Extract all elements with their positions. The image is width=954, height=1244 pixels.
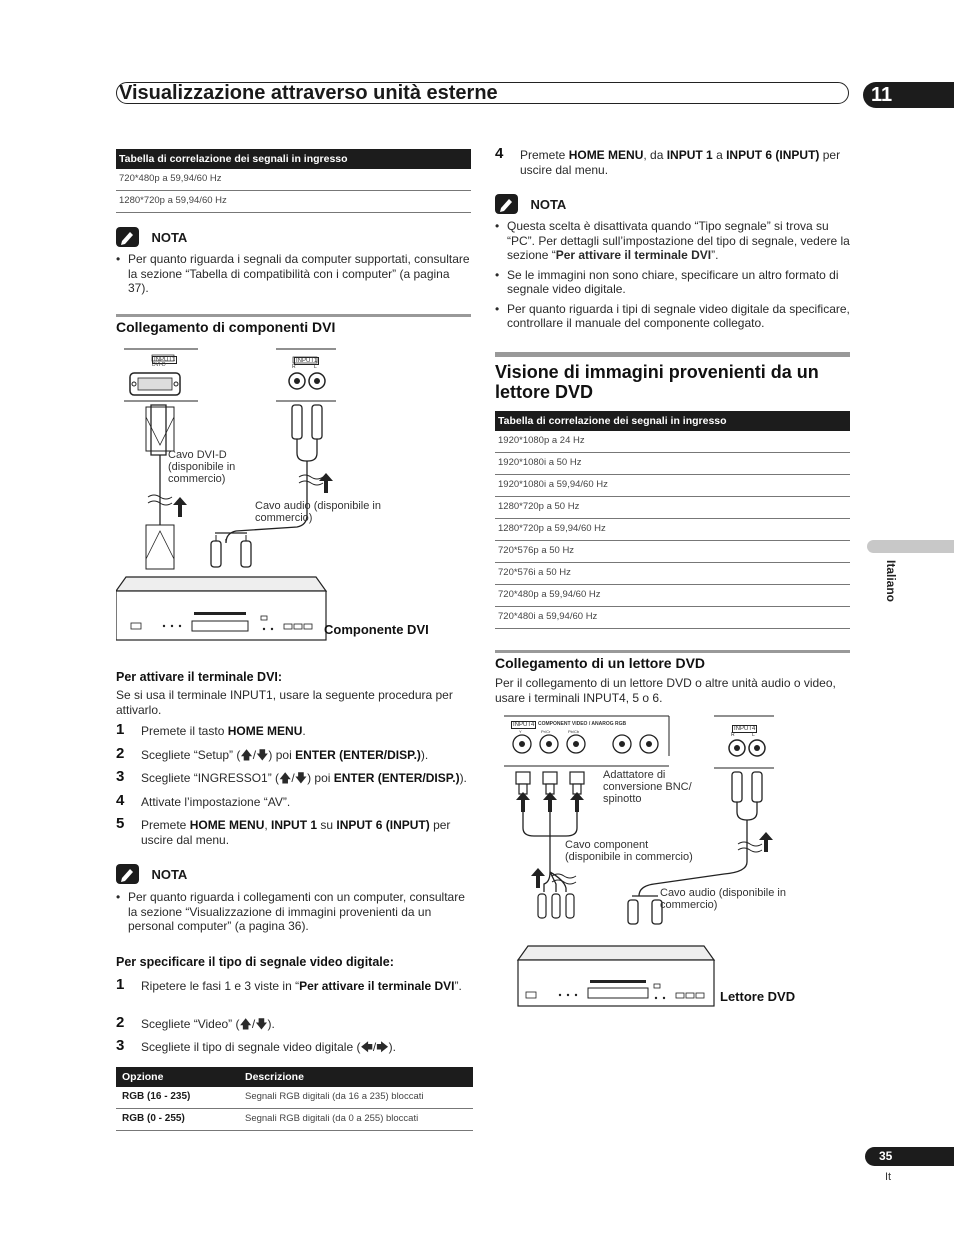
activate-intro: Se si usa il terminale INPUT1, usare la seguente procedura per attivarlo.: [116, 688, 453, 717]
digital-heading: Per specificare il tipo di segnale video digitale:: [116, 955, 394, 969]
table-row: 720*480i a 59,94/60 Hz: [495, 607, 850, 629]
signal-table-1: [116, 149, 471, 213]
jack-label-component: INPUT4: [513, 722, 535, 728]
jack-label-component-title: COMPONENT VIDEO / ANAROG RGB: [538, 721, 627, 727]
step-item: 4 Premete HOME MENU, da INPUT 1 a INPUT 6 (INPUT) per uscire dal menu.: [495, 145, 841, 177]
jack-label-pr: Pr/Cr: [541, 729, 551, 734]
dvd-heading: Visione di immagini provenienti da un lettore DVD: [495, 362, 819, 402]
signal-table-2: [495, 411, 850, 629]
table-row: 1920*1080i a 50 Hz: [495, 453, 850, 475]
table-header: Opzione Descrizione: [116, 1067, 473, 1087]
cable-audio-label: Cavo audio (disponibile in commercio): [255, 500, 381, 524]
nota-heading: NOTA: [151, 229, 188, 245]
nota-2: [116, 864, 187, 884]
jack-label-audio-l: L: [314, 364, 317, 370]
table-header: Tabella di correlazione dei segnali in ingresso: [116, 149, 471, 169]
jack-label-y: Y: [519, 729, 522, 734]
pencil-icon: [116, 227, 139, 247]
jack-label-dvi-sub: DVI-D: [152, 362, 166, 368]
activate-heading: Per attivare il terminale DVI:: [116, 670, 283, 684]
pencil-icon: [116, 864, 139, 884]
cable-component-label: Cavo component (disponibile in commercio): [565, 839, 693, 863]
table-row: RGB (0 - 255) Segnali RGB digitali (da 0 a 255) bloccati: [116, 1109, 473, 1131]
nota-3: [495, 194, 566, 214]
list-item: • Se le immagini non sono chiare, specificare un altro formato di segnale video digitale.: [495, 268, 850, 297]
step-item: 3 Scegliete “INGRESSO1” (🡅/🡇) poi ENTER (ENTER/DISP.)).: [116, 768, 467, 785]
arrow-up-icon: 🡅: [279, 771, 292, 785]
dvi-connection-diagram: [116, 345, 471, 650]
cable-dvi-label: Cavo DVI-D (disponibile in commercio): [168, 449, 236, 485]
jack-label-dvi: INPUT1: [154, 357, 176, 363]
jack-label-audio-r: R: [292, 364, 296, 370]
list-item: • Per quanto riguarda i collegamenti con un computer, consultare la sezione “Visualizzazione di immagini provenienti da un personal computer” (a pagina 36).: [116, 890, 471, 934]
table-row: 720*576i a 50 Hz: [495, 563, 850, 585]
table-row: 720*480p a 59,94/60 Hz: [495, 585, 850, 607]
table-header: Tabella di correlazione dei segnali in ingresso: [495, 411, 850, 431]
arrow-down-icon: 🡇: [255, 1017, 268, 1031]
table-row: 720*576p a 50 Hz: [495, 541, 850, 563]
jack-label-audio-dvd: INPUT4: [734, 726, 756, 732]
dvi-device-label: Componente DVI: [324, 622, 429, 637]
jack-label-audio: INPUT1: [296, 358, 318, 364]
table-row: 1920*1080p a 24 Hz: [495, 431, 850, 453]
step-item: 3 Scegliete il tipo di segnale video digitale (🡄/🡆).: [116, 1037, 396, 1054]
step-item: 2 Scegliete “Setup” (🡅/🡇) poi ENTER (ENTER/DISP.)).: [116, 745, 429, 762]
jack-label-audio-dvd-l: L: [752, 732, 755, 738]
page-language: It: [885, 1171, 892, 1183]
table-row: RGB (16 - 235) Segnali RGB digitali (da 16 a 235) bloccati: [116, 1087, 473, 1109]
nota-1-bullets: [116, 252, 471, 301]
pencil-icon: [495, 194, 518, 214]
nota-heading: NOTA: [151, 866, 188, 882]
nota-1: [116, 227, 187, 247]
section-heading-dvd: Collegamento di un lettore DVD: [495, 655, 706, 671]
arrow-down-icon: 🡇: [294, 771, 308, 785]
arrow-right-icon: 🡆: [376, 1040, 389, 1054]
adapter-label: Adattatore di conversione BNC/ spinotto: [603, 769, 692, 805]
side-language-label: Italiano: [884, 560, 898, 603]
step-item: 5 Premete HOME MENU, INPUT 1 su INPUT 6 (INPUT) per uscire dal menu.: [116, 815, 451, 847]
page-title: Visualizzazione attraverso unità esterne: [116, 82, 849, 104]
table-row: 1920*1080i a 59,94/60 Hz: [495, 475, 850, 497]
arrow-down-icon: 🡇: [256, 748, 269, 762]
list-item: • Per quanto riguarda i segnali da computer supportati, consultare la sezione “Tabella di compatibilità con i computer” (a pagina 37).: [116, 252, 471, 296]
section-divider: [116, 314, 471, 317]
step-item: 4 Attivate l’impostazione “AV”.: [116, 792, 291, 809]
section-divider: [495, 650, 850, 653]
jack-label-audio-dvd-r: R: [731, 732, 735, 738]
list-item: • Per quanto riguarda i tipi di segnale video digitale da specificare, controllare il manuale del componente collegato.: [495, 302, 850, 331]
table-row: 1280*720p a 59,94/60 Hz: [495, 519, 850, 541]
nota-2-bullets: [116, 890, 471, 939]
section-heading-dvi: Collegamento di componenti DVI: [116, 319, 336, 335]
arrow-up-icon: 🡅: [240, 748, 253, 762]
nota-heading: NOTA: [530, 196, 567, 212]
dvd-device-label: Lettore DVD: [720, 989, 796, 1004]
section-divider: [495, 352, 850, 357]
page-number: 35: [865, 1147, 954, 1166]
chapter-number: 11: [863, 82, 954, 108]
table-row: 1280*720p a 50 Hz: [495, 497, 850, 519]
table-row: 1280*720p a 59,94/60 Hz: [116, 191, 471, 213]
side-tab-marker: [867, 540, 954, 553]
step-item: 1 Ripetere le fasi 1 e 3 viste in “Per attivare il terminale DVI”.: [116, 976, 462, 993]
list-item: • Questa scelta è disattivata quando “Tipo segnale” si trova su “PC”. Per dettagli sull’impostazione del tipo di segnale, vedere la sezione “Per attivare il terminale DVI”.: [495, 219, 850, 263]
arrow-up-icon: 🡅: [239, 1017, 252, 1031]
nota-3-bullets: [495, 219, 850, 336]
dvd-intro: Per il collegamento di un lettore DVD o altre unità audio o video, usare i terminali INPUT4, 5 o 6.: [495, 676, 836, 705]
arrow-left-icon: 🡄: [360, 1040, 373, 1054]
step-item: 1 Premete il tasto HOME MENU.: [116, 721, 306, 738]
cable-audio-dvd-label: Cavo audio (disponibile in commercio): [660, 887, 786, 911]
step-item: 2 Scegliete “Video” (🡅/🡇).: [116, 1014, 275, 1031]
table-row: 720*480p a 59,94/60 Hz: [116, 169, 471, 191]
jack-label-pb: Pb/Cb: [568, 729, 580, 734]
option-table: [116, 1067, 473, 1131]
